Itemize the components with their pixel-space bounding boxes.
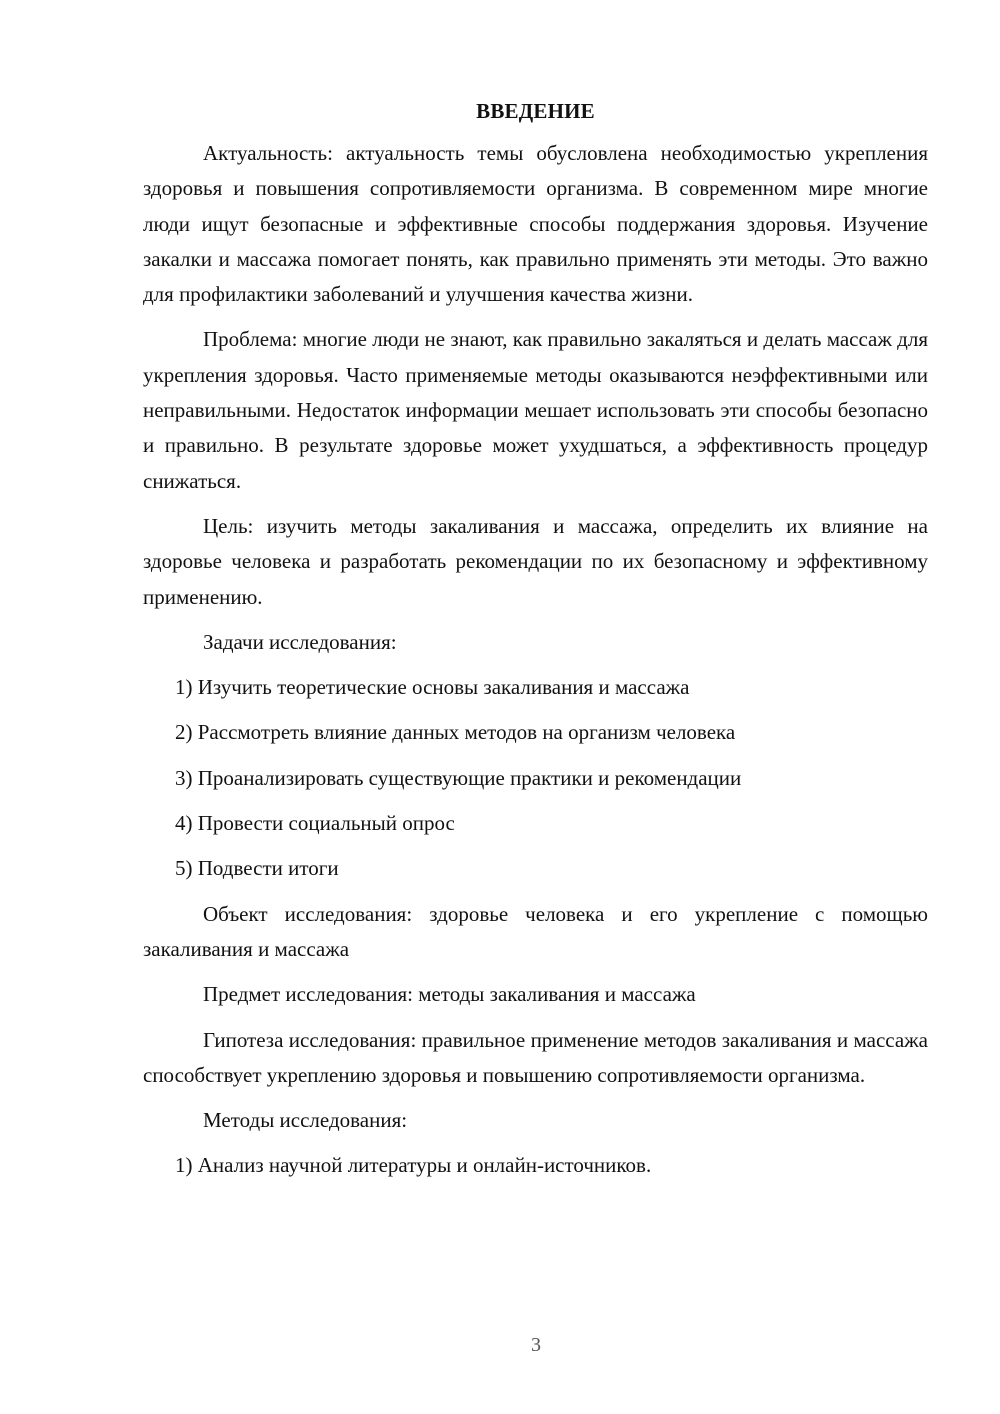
methods-list (143, 1148, 928, 1183)
tasks-heading: Задачи исследования: (203, 629, 397, 654)
task-item: 1) Изучить теоретические основы закаливания и массажа (175, 675, 690, 700)
tasks-list (143, 670, 928, 886)
problem-paragraph: Проблема: многие люди не знают, как правильно закаляться и делать массаж для укрепления здоровья. Часто применяемые методы оказываются неэффективными или неправильными. Недостаток информации мешает использовать эти способы безопасно и правильно. В результате здоровье может ухудшаться, а эффективность процедур снижаться. (143, 327, 928, 493)
object-paragraph: Объект исследования: здоровье человека и его укрепление с помощью закаливания и массажа (143, 901, 928, 961)
hypothesis-paragraph: Гипотеза исследования: правильное применение методов закаливания и массажа способствует укреплению здоровья и повышению сопротивляемости организма. (143, 1027, 928, 1087)
goal-paragraph: Цель: изучить методы закаливания и массажа, определить их влияние на здоровье человека и разработать рекомендации по их безопасному и эффективному применению. (143, 513, 928, 609)
task-item: 2) Рассмотреть влияние данных методов на организм человека (175, 720, 736, 745)
page-title: ВВЕДЕНИЕ (476, 99, 595, 123)
task-item: 5) Подвести итоги (175, 856, 339, 881)
task-item: 4) Провести социальный опрос (175, 811, 455, 836)
relevance-paragraph: Актуальность: актуальность темы обусловлена необходимостью укрепления здоровья и повышения сопротивляемости организма. В современном мире многие люди ищут безопасные и эффективные способы поддержания здоровья. Изучение закалки и массажа помогает понять, как правильно применять эти методы. Это важно для профилактики заболеваний и улучшения качества жизни. (143, 141, 928, 307)
methods-heading: Методы исследования: (203, 1108, 408, 1133)
subject-paragraph: Предмет исследования: методы закаливания и массажа (203, 982, 696, 1007)
page-number: 3 (531, 1334, 541, 1356)
task-item: 3) Проанализировать существующие практики и рекомендации (175, 765, 742, 790)
method-item: 1) Анализ научной литературы и онлайн-источников. (175, 1153, 652, 1178)
document-page (143, 96, 928, 1194)
